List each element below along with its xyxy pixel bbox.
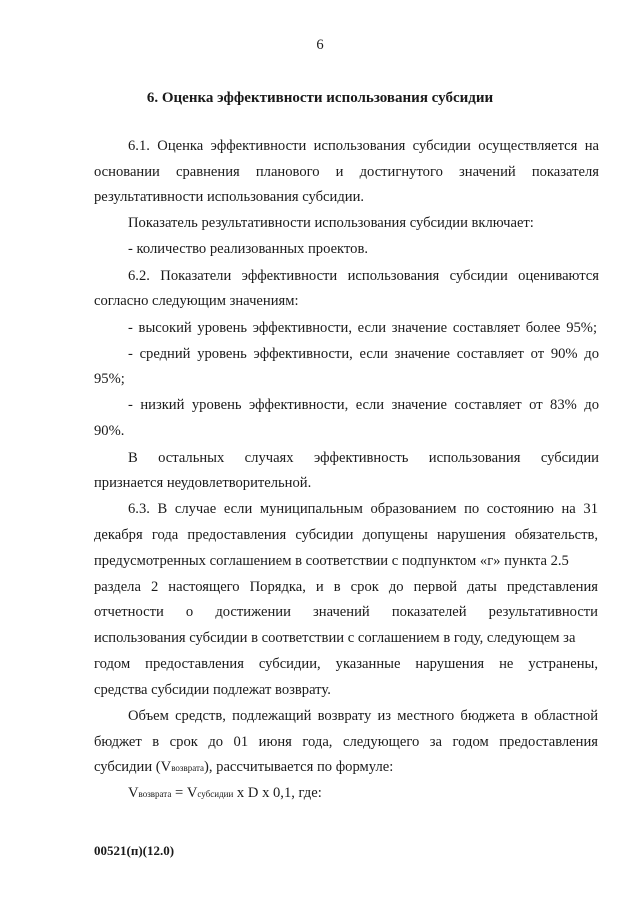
- text-line: согласно следующим значениям:: [94, 293, 299, 309]
- text-line: 6.3. В случае если муниципальным образованием по состоянию на 31: [128, 501, 598, 517]
- subscript: возврата: [138, 789, 172, 799]
- text-line: [94, 758, 393, 777]
- text-line: отчетности о достижении значений показателей результативности: [94, 604, 598, 620]
- formula: [128, 784, 322, 803]
- text-line: Объем средств, подлежащий возврату из местного бюджета в областной: [128, 708, 598, 724]
- formula-symbol: V: [128, 785, 139, 801]
- text-line: результативности использования субсидии.: [94, 189, 365, 205]
- subscript: субсидии: [197, 789, 234, 799]
- page-number: 6: [316, 37, 324, 53]
- text-line: признается неудовлетворительной.: [94, 475, 312, 491]
- text-fragment: ), рассчитывается по формуле:: [204, 759, 394, 775]
- text-fragment: субсидии (V: [94, 759, 172, 775]
- text-line: предусмотренных соглашением в соответствии с подпунктом «г» пункта 2.5: [94, 553, 569, 569]
- subscript: возврата: [171, 763, 204, 773]
- list-item: - высокий уровень эффективности, если значение составляет более 95%;: [128, 320, 597, 336]
- formula-symbol: = V: [171, 785, 198, 801]
- text-line: 6.1. Оценка эффективности использования субсидии осуществляется на: [128, 138, 599, 154]
- text-line: 95%;: [94, 371, 125, 387]
- text-line: средства субсидии подлежат возврату.: [94, 682, 331, 698]
- footer-code: 00521(п)(12.0): [94, 843, 175, 858]
- section-heading: 6. Оценка эффективности использования субсидии: [146, 90, 494, 106]
- text-line: Показатель результативности использования субсидии включает:: [128, 215, 534, 231]
- text-line: раздела 2 настоящего Порядка, и в срок до первой даты представления: [94, 579, 598, 595]
- text-line: использования субсидии в соответствии с соглашением в году, следующем за: [94, 630, 576, 646]
- list-item: - количество реализованных проектов.: [128, 241, 368, 257]
- text-line: В остальных случаях эффективность использования субсидии: [128, 450, 599, 466]
- text-line: основании сравнения планового и достигнутого значений показателя: [94, 164, 599, 180]
- text-line: декабря года предоставления субсидии допущены нарушения обязательств,: [94, 527, 598, 543]
- list-item: - низкий уровень эффективности, если значение составляет от 83% до: [128, 397, 599, 413]
- text-line: бюджет в срок до 01 июня года, следующего за годом предоставления: [94, 734, 598, 750]
- text-line: 90%.: [94, 423, 125, 439]
- text-line: 6.2. Показатели эффективности использования субсидии оцениваются: [128, 268, 599, 284]
- formula-rest: x D x 0,1, где:: [233, 785, 322, 801]
- text-line: годом предоставления субсидии, указанные нарушения не устранены,: [94, 656, 598, 672]
- list-item: - средний уровень эффективности, если значение составляет от 90% до: [128, 346, 599, 362]
